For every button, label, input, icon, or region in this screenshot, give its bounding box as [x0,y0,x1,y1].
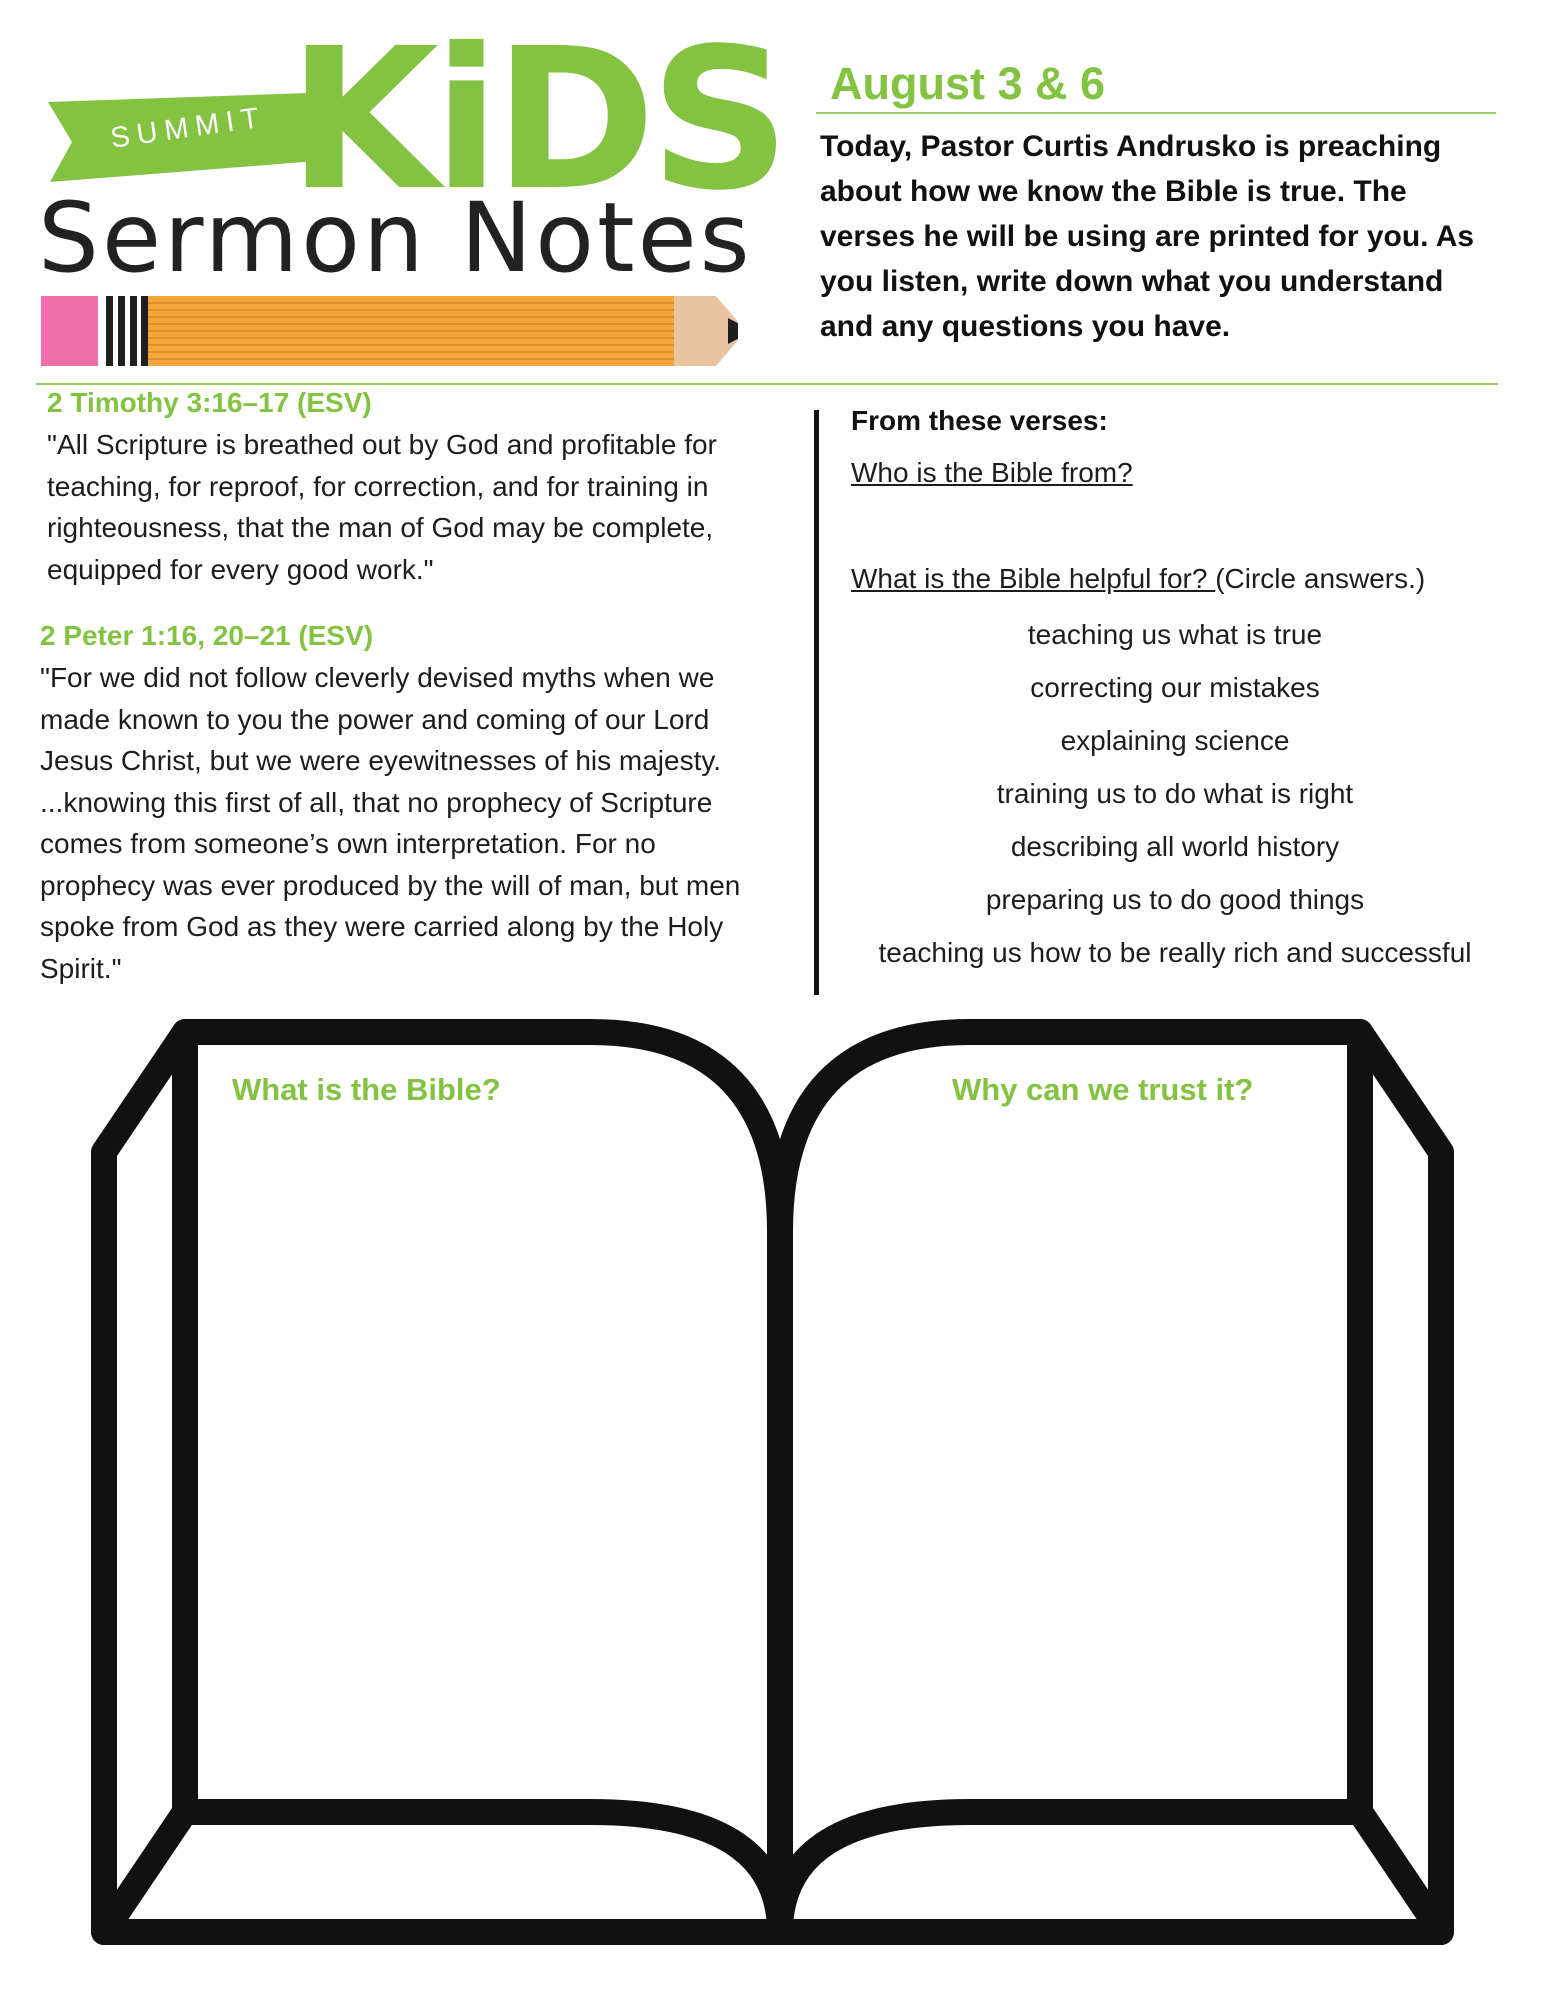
kids-wordmark: KiDS [288,6,785,233]
verse-line: Jesus Christ, but we were eyewitnesses of his majesty. [40,745,722,776]
verse-line: equipped for every good work." [47,553,434,585]
sermon-notes-title: Sermon Notes [38,182,753,294]
answer-choice[interactable]: teaching us how to be really rich and successful [878,937,1472,968]
questions-heading: From these verses: [851,405,1108,436]
answer-choice[interactable]: describing all world history [1010,831,1340,862]
verse-line: "All Scripture is breathed out by God and profitable for [47,429,717,460]
service-date: August 3 & 6 [830,58,1106,109]
answer-choice[interactable]: correcting our mistakes [1030,672,1320,703]
question-helpful-for-text: What is the Bible helpful for? [851,563,1216,594]
left-page-prompt: What is the Bible? [232,1072,501,1107]
answer-choice[interactable]: preparing us to do good things [985,884,1365,915]
intro-paragraph: Today, Pastor Curtis Andrusko is preaching about how we know the Bible is true. The verses he will be using are printed for you. As you listen, write down what you understand and any questions you have. [820,130,1475,343]
verse-line: "For we did not follow cleverly devised myths when we [40,662,715,693]
right-page-writing-area[interactable] [800,1120,1340,1790]
circle-answers-note: (Circle answers.) [1215,563,1426,594]
verse-line: ...knowing this first of all, that no prophecy of Scripture [40,786,713,818]
verse-line: teaching, for reproof, for correction, and for training in [47,470,709,502]
summit-banner-text: SUMMIT [108,101,268,155]
right-page-prompt: Why can we trust it? [952,1072,1254,1107]
question-who: Who is the Bible from? [851,457,1133,488]
scripture-reference: 2 Peter 1:16, 20–21 (ESV) [40,620,374,651]
answer-choice[interactable]: explaining science [1060,725,1290,756]
verse-line: prophecy was ever produced by the will of man, but men [40,869,741,901]
verse-line: Spirit." [40,952,122,984]
left-page-writing-area[interactable] [205,1120,760,1790]
verse-line: righteousness, that the man of God may be complete, [47,512,714,543]
verse-line: made known to you the power and coming of our Lord [40,703,710,735]
scripture-reference: 2 Timothy 3:16–17 (ESV) [47,387,372,418]
verse-line: spoke from God as they were carried along by the Holy [40,911,724,942]
answer-choice[interactable]: training us to do what is right [996,778,1354,809]
answer-choice[interactable]: teaching us what is true [1027,619,1323,650]
verse-line: comes from someone’s own interpretation. For no [40,828,656,859]
